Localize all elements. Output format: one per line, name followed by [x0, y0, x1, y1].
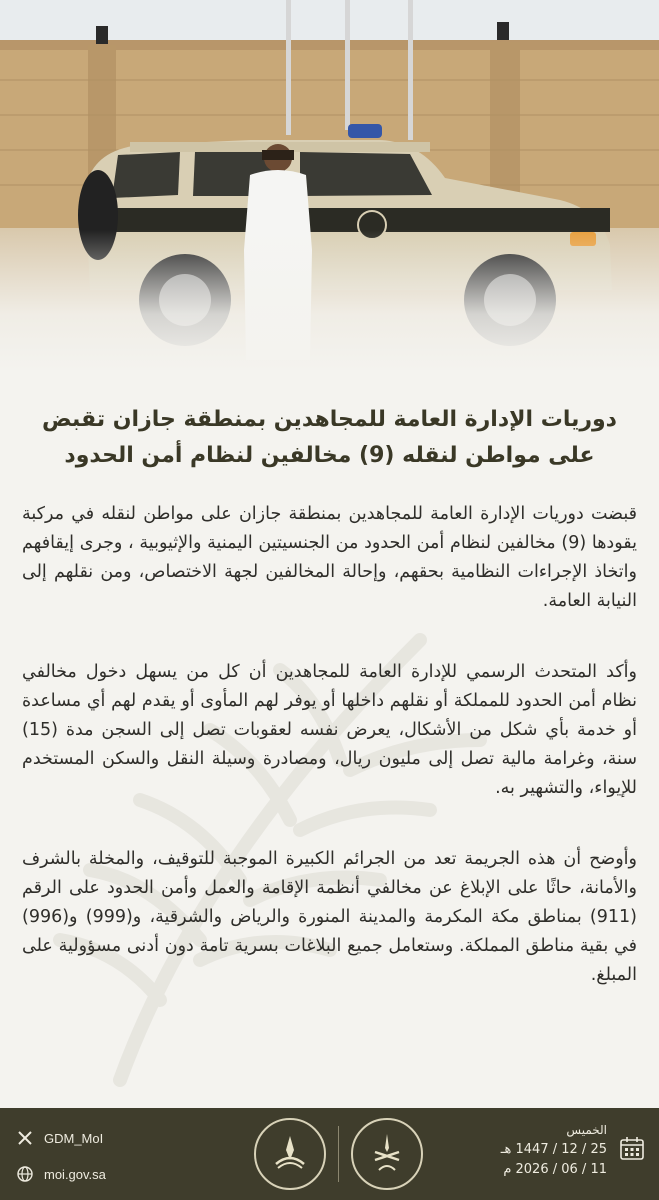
x-account-link[interactable]	[16, 1126, 106, 1150]
moi-emblem-icon	[351, 1118, 423, 1190]
gregorian-date: 11 / 06 / 2026 م	[503, 1162, 607, 1177]
day-name: الخميس	[566, 1123, 607, 1137]
globe-icon	[16, 1165, 34, 1183]
footer-bar	[0, 1108, 659, 1200]
calendar-icon	[619, 1135, 645, 1165]
hijri-date: 25 / 12 / 1447 هـ	[500, 1142, 607, 1157]
article-body	[22, 500, 637, 990]
date-text	[501, 1120, 607, 1180]
website-link[interactable]	[16, 1162, 106, 1186]
hero-photo	[0, 0, 659, 370]
news-headline: دوريات الإدارة العامة للمجاهدين بمنطقة جازان تقبض على مواطن لنقله (9) مخالفين لنظام أمن الحدود	[42, 407, 617, 468]
paragraph-2: وأكد المتحدث الرسمي للإدارة العامة للمجاهدين أن كل من يسهل دخول مخالفي نظام أمن الحدود للمملكة أو نقلهم داخلها أو يوفر لهم المأوى أو يقدم لهم أي مساعدة أو خدمة بأي شكل من الأشكال، يعرض نفسه لعقوبات تصل إلى السجن مدة (15) سنة، وغرامة مالية تصل إلى مليون ريال، ومصادرة وسيلة النقل والسكن المستخدم للإيواء، والتشهير به.	[22, 662, 637, 798]
emblem-divider	[338, 1126, 339, 1182]
paragraph-1: قبضت دوريات الإدارة العامة للمجاهدين بمنطقة جازان على مواطن لنقله في مركبة يقودها (9) مخالفين لنظام أمن الحدود من الجنسيتين اليمنية والإثيوبية ، وجرى إيقافهم واتخاذ الإجراءات النظامية بحقهم، وإحالة المخالفين لجهة الاختصاص، ومن نقلهم إلى النيابة العامة.	[22, 504, 637, 611]
x-logo-icon	[16, 1129, 34, 1147]
website-url: moi.gov.sa	[44, 1166, 106, 1182]
emblems	[254, 1118, 423, 1190]
social-links	[16, 1126, 106, 1198]
paragraph-3: وأوضح أن هذه الجريمة تعد من الجرائم الكبيرة الموجبة للتوقيف، والمخلة بالشرف والأمانة، حاثًا على الإبلاغ عن مخالفي أنظمة الإقامة والعمل وأمن الحدود على الرقم (911) بمناطق مكة المكرمة والمدينة المنورة والرياض والشرقية، و(999) و(996) في بقية مناطق المملكة. وستعامل جميع البلاغات بسرية تامة دون أدنى مسؤولية على المبلغ.	[22, 849, 637, 985]
border-guard-emblem-icon	[254, 1118, 326, 1190]
x-handle: GDM_MoI	[44, 1130, 104, 1146]
date-block	[501, 1120, 645, 1180]
